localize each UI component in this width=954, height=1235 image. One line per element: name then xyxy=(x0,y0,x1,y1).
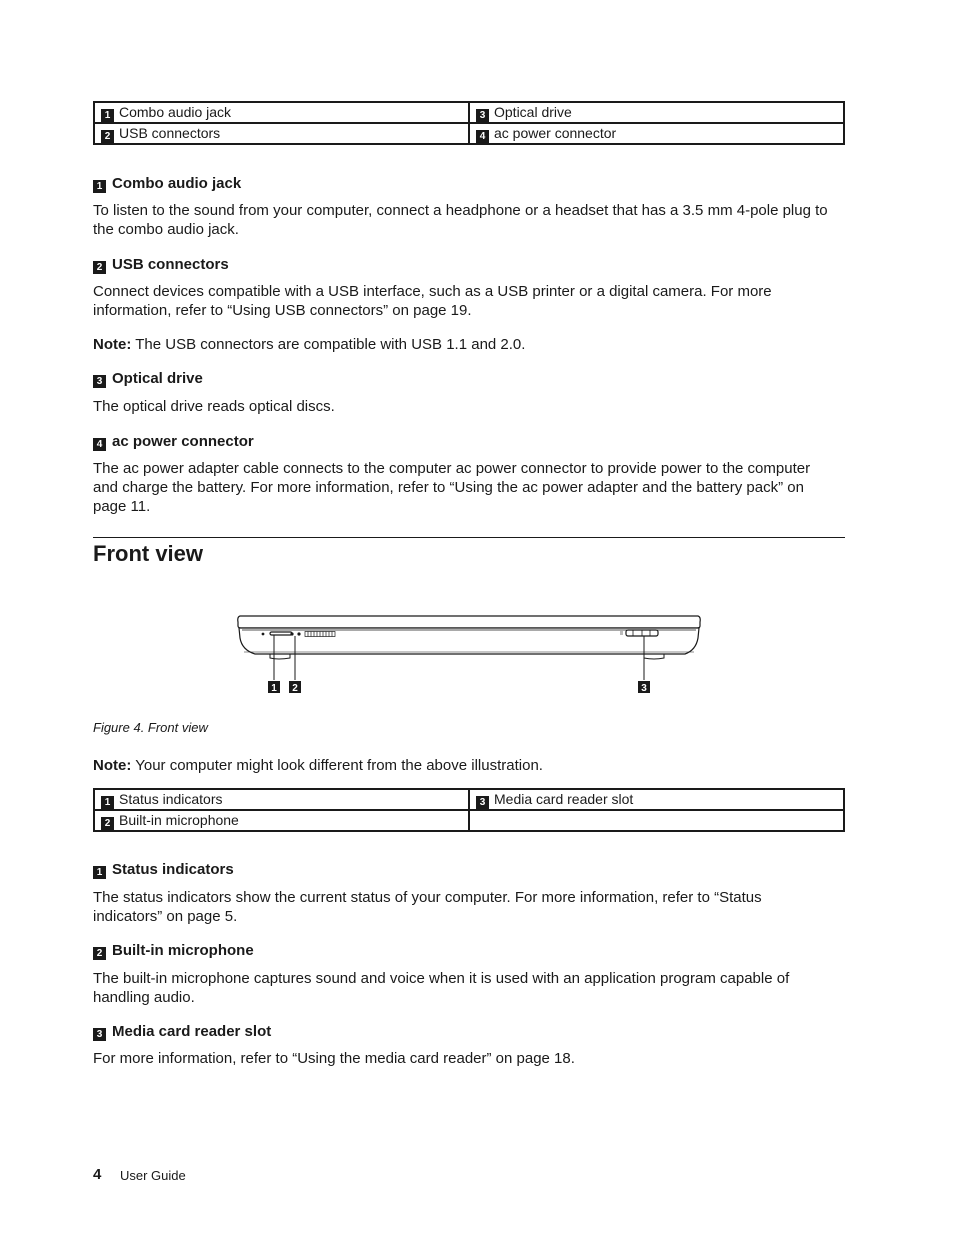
table-cell-empty xyxy=(469,810,844,831)
table-row xyxy=(94,102,844,123)
table-row xyxy=(94,789,844,810)
callout-badge: 2 xyxy=(101,130,114,143)
heading-text: Optical drive xyxy=(112,370,203,387)
section-body: For more information, refer to “Using the media card reader” on page 18. xyxy=(93,1050,575,1067)
heading-text: ac power connector xyxy=(112,433,254,450)
note-text: Your computer might look different from the above illustration. xyxy=(135,757,543,774)
section-body: Connect devices compatible with a USB interface, such as a USB printer or a digital camera. For more information, refer to “Using USB connectors” on page 19. xyxy=(93,283,772,319)
heading-text: Media card reader slot xyxy=(112,1023,272,1040)
callout-badge: 3 xyxy=(476,796,489,809)
page-number: 4 xyxy=(93,1166,102,1183)
section-heading xyxy=(93,433,254,451)
callout-badge: 3 xyxy=(476,109,489,122)
table-cell xyxy=(469,102,844,123)
front-view-note xyxy=(93,756,828,775)
callout-badge: 3 xyxy=(93,375,106,388)
heading-text: Built-in microphone xyxy=(112,942,254,959)
table-cell xyxy=(94,810,469,831)
heading-text: Status indicators xyxy=(112,861,234,878)
table-cell xyxy=(94,789,469,810)
section-body: The status indicators show the current status of your computer. For more information, refer to “Status indicators” on page 5. xyxy=(93,889,762,925)
callout-badge: 1 xyxy=(93,866,106,879)
heading-text: USB connectors xyxy=(112,256,229,273)
cell-label: ac power connector xyxy=(494,124,617,141)
section-heading xyxy=(93,942,254,960)
table-cell xyxy=(469,789,844,810)
usb-note xyxy=(93,335,828,354)
cell-label: Built-in microphone xyxy=(119,811,239,828)
callout-badge: 4 xyxy=(476,130,489,143)
cell-label: Optical drive xyxy=(494,103,572,120)
note-text: The USB connectors are compatible with USB 1.1 and 2.0. xyxy=(135,336,526,353)
callout-label: 2 xyxy=(292,683,298,694)
table-cell xyxy=(94,123,469,144)
section-body: To listen to the sound from your computer, connect a headphone or a headset that has a 3.5 mm 4-pole plug to the combo audio jack. xyxy=(93,202,828,238)
note-label: Note: xyxy=(93,757,132,774)
table-row xyxy=(94,810,844,831)
section-heading xyxy=(93,861,234,879)
table-row xyxy=(94,123,844,144)
section-divider xyxy=(93,537,845,538)
section-heading xyxy=(93,175,241,193)
laptop-front-illustration xyxy=(230,608,710,698)
callout-badge: 1 xyxy=(93,180,106,193)
footer-title: User Guide xyxy=(120,1168,186,1183)
table-cell xyxy=(94,102,469,123)
section-body: The optical drive reads optical discs. xyxy=(93,398,335,415)
section-body: The built-in microphone captures sound and voice when it is used with an application program capable of handling audio. xyxy=(93,970,790,1006)
section-heading xyxy=(93,370,203,388)
callout-label: 1 xyxy=(271,683,277,694)
heading-text: Combo audio jack xyxy=(112,175,242,192)
cell-label: Status indicators xyxy=(119,790,223,807)
callout-label: 3 xyxy=(641,683,647,694)
section-body: The ac power adapter cable connects to the computer ac power connector to provide power to the computer and charge the battery. For more information, refer to “Using the ac power adapter and the battery pack” on page 11. xyxy=(93,460,811,515)
note-label: Note: xyxy=(93,336,132,353)
callout-badge: 1 xyxy=(101,796,114,809)
cell-label: Media card reader slot xyxy=(494,790,634,807)
callout-badge: 3 xyxy=(93,1028,106,1041)
callout-badge: 2 xyxy=(93,261,106,274)
cell-label: USB connectors xyxy=(119,124,221,141)
callout-badge: 4 xyxy=(93,438,106,451)
callout-badge: 2 xyxy=(93,947,106,960)
rear-legend-table xyxy=(93,101,845,145)
front-view-heading: Front view xyxy=(93,541,204,566)
section-heading xyxy=(93,1023,271,1041)
callout-badge: 2 xyxy=(101,817,114,830)
section-heading xyxy=(93,256,229,274)
table-cell xyxy=(469,123,844,144)
front-legend-table xyxy=(93,788,845,832)
callout-badge: 1 xyxy=(101,109,114,122)
cell-label: Combo audio jack xyxy=(119,103,232,120)
figure-caption: Figure 4. Front view xyxy=(93,720,208,735)
